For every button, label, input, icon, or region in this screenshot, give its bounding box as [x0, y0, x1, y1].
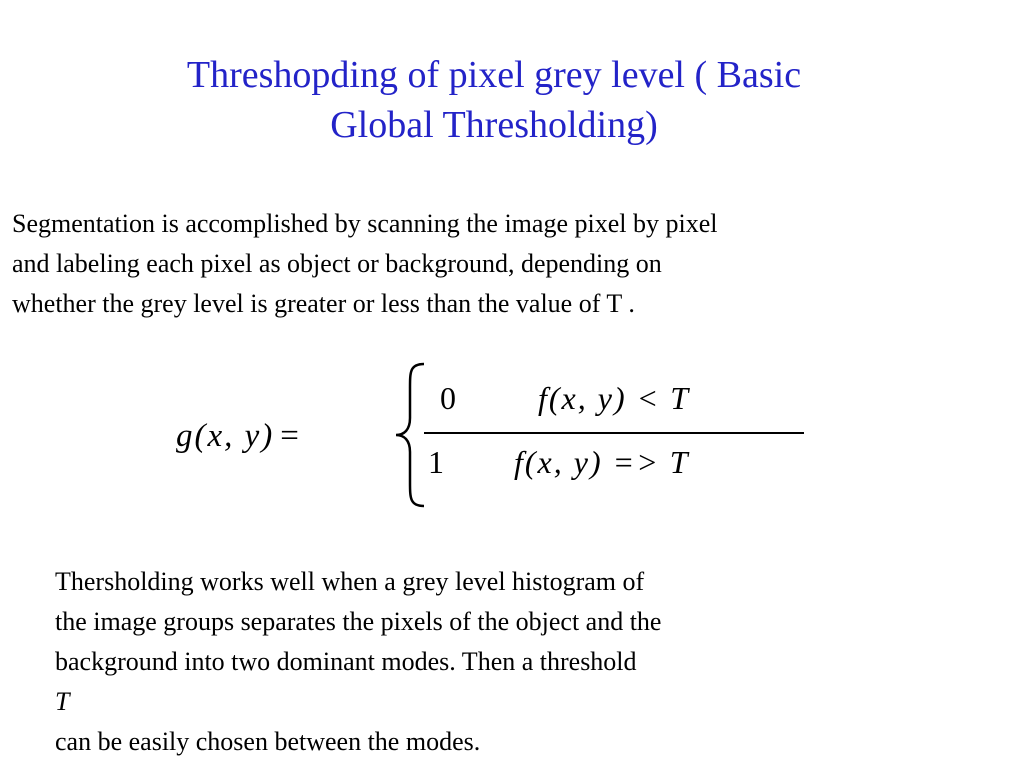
formula-lhs-function: g(x, y): [176, 418, 275, 454]
formula-lhs: [176, 418, 301, 455]
slide-title-line-1: Threshopding of pixel grey level ( Basic: [186, 54, 802, 96]
case-1-condition: f(x, y) < T: [538, 380, 690, 416]
paragraph-line: and labeling each pixel as object or background, depending on: [12, 249, 662, 278]
case-2-value: 1: [428, 444, 444, 480]
thresholding-paragraph: [55, 562, 661, 762]
threshold-formula: [0, 360, 1024, 510]
paragraph-line: the image groups separates the pixels of the object and the: [55, 607, 662, 636]
formula-equals: =: [280, 418, 301, 454]
paragraph-line: whether the grey level is greater or less than the value of T .: [12, 289, 635, 318]
case-2-condition: f(x, y) => T: [514, 444, 690, 480]
segmentation-paragraph: [12, 204, 717, 324]
paragraph-line-text: background into two dominant modes. Then a threshold: [55, 647, 637, 676]
paragraph-line: can be easily chosen between the modes.: [55, 727, 481, 756]
paragraph-line: [55, 642, 661, 722]
slide-title: [0, 50, 988, 150]
threshold-symbol: T: [55, 687, 70, 716]
paragraph-line: Segmentation is accomplished by scanning the image pixel by pixel: [12, 209, 718, 238]
formula-divider: [424, 432, 804, 434]
slide-title-line-2: Global Thresholding): [330, 104, 658, 146]
paragraph-line: Thersholding works well when a grey level histogram of: [55, 567, 645, 596]
left-brace-icon: [392, 360, 428, 510]
case-1-value: 0: [440, 380, 456, 416]
